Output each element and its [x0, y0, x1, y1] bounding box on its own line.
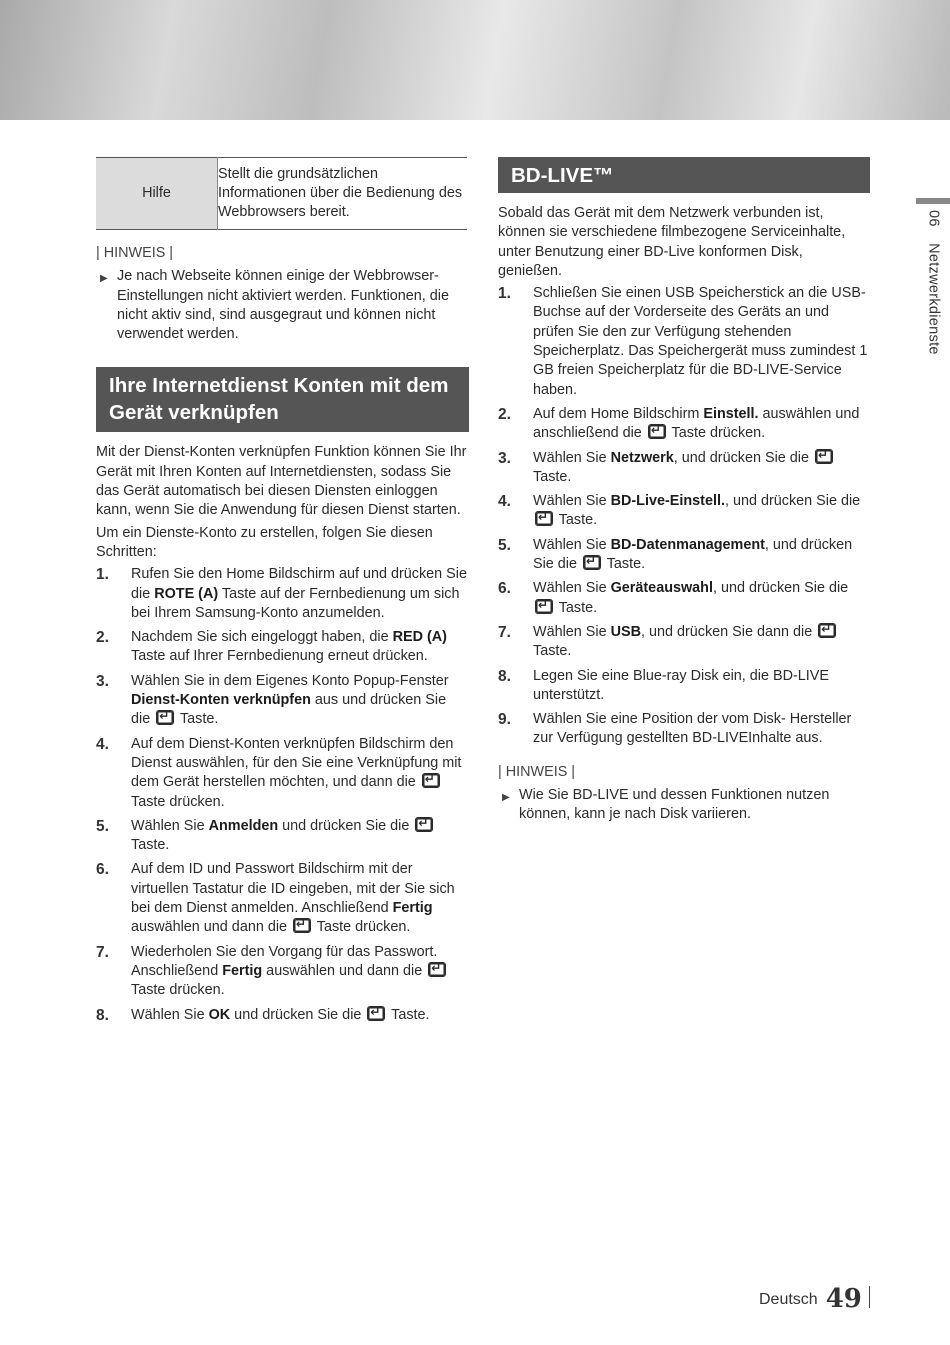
chapter-number: 06 [925, 210, 942, 227]
header-band [0, 0, 950, 120]
enter-key-icon [815, 449, 833, 464]
note-title: | HINWEIS | [96, 245, 174, 261]
note-title: | HINWEIS | [498, 763, 576, 780]
note-item: ▶ Je nach Webseite können einige der Webbrowser-Einstellungen nicht aktiviert werden. Funktionen, die nicht aktiv sind, sind ausgegraut und können nicht verwendet werden. [100, 268, 449, 343]
bd-live-heading: BD-LIVE™ [498, 157, 870, 193]
note-list [498, 786, 870, 825]
note-list [96, 267, 468, 344]
section-intro-2: Um ein Dienste-Konto zu erstellen, folgen Sie diesen Schritten: [96, 524, 433, 560]
step-item: 4. Auf dem Dienst-Konten verknüpfen Bildschirm den Dienst auswählen, für den Sie eine Verknüpfung mit dem Gerät herstellen möchten, und dann die ↵ Taste drücken. [96, 735, 468, 812]
step-item: 1. Schließen Sie einen USB Speicherstick an die USB-Buchse auf der Vorderseite des Geräts an und prüfen Sie den zur Verfügung stehenden Speicherplatz. Das Speichergerät muss zumindest 1 GB freien Speicherplatz für die BD-LIVE-Service haben. [498, 285, 868, 398]
enter-key-icon [583, 555, 601, 570]
enter-key-icon [428, 962, 446, 977]
step-item: 8. Wählen Sie OK und drücken Sie die ↵ Taste. [96, 1006, 468, 1025]
step-item: 1. Rufen Sie den Home Bildschirm auf und drücken Sie die ROTE (A) Taste auf der Fernbedienung um sich bei Ihrem Samsung-Konto anzumelden. [96, 566, 467, 621]
enter-key-icon [648, 424, 666, 439]
page-footer [759, 1278, 870, 1312]
enter-key-icon [293, 918, 311, 933]
chapter-tab-marker [916, 198, 950, 204]
step-item: 3. Wählen Sie in dem Eigenes Konto Popup-Fenster Dienst-Konten verknüpfen aus und drücken Sie die ↵ Taste. [96, 672, 468, 730]
bd-live-steps-list [498, 284, 870, 749]
note-item: ▶ Wie Sie BD-LIVE und dessen Funktionen nutzen können, kann je nach Disk variieren. [502, 787, 830, 823]
bd-live-intro: Sobald das Gerät mit dem Netzwerk verbunden ist, können sie verschiedene filmbezogene Serviceinhalte, unter Benutzung einer BD-Live konformen Disk, genießen. [498, 205, 846, 279]
step-item: 5. Wählen Sie Anmelden und drücken Sie die ↵ Taste. [96, 817, 468, 856]
left-column [96, 157, 468, 1030]
step-item: 8. Legen Sie eine Blue-ray Disk ein, die BD-LIVE unterstützt. [498, 667, 829, 703]
triangle-bullet-icon: ▶ [502, 792, 510, 804]
footer-divider [869, 1286, 870, 1308]
chapter-label: Netzwerkdienste [925, 243, 942, 355]
steps-list [96, 565, 468, 1025]
right-column [498, 157, 870, 825]
enter-key-icon [818, 623, 836, 638]
enter-key-icon [535, 511, 553, 526]
page-number: 49 [825, 1284, 862, 1314]
step-item: 7. Wiederholen Sie den Vorgang für das Passwort. Anschließend Fertig auswählen und dann die ↵ Taste drücken. [96, 943, 468, 1001]
triangle-bullet-icon: ▶ [100, 273, 108, 285]
step-item: 6. Wählen Sie Geräteauswahl, und drücken Sie die ↵ Taste. [498, 579, 870, 618]
enter-key-icon [535, 599, 553, 614]
step-item: 2. Nachdem Sie sich eingeloggt haben, die RED (A) Taste auf Ihrer Fernbedienung erneut drücken. [96, 629, 447, 665]
step-item: 5. Wählen Sie BD-Datenmanagement, und drücken Sie die ↵ Taste. [498, 536, 870, 575]
section-intro: Mit der Dienst-Konten verknüpfen Funktion können Sie Ihr Gerät mit Ihren Konten auf Internetdiensten, sodass Sie das Gerät automatisch bei diesen Diensten einloggen kann, wenn Sie die Anwendung für diesen Dienst starten. [96, 444, 467, 519]
chapter-tab [923, 210, 942, 355]
enter-key-icon [422, 773, 440, 788]
step-item: 3. Wählen Sie Netzwerk, und drücken Sie die ↵ Taste. [498, 449, 870, 488]
enter-key-icon [415, 817, 433, 832]
step-item: 6. Auf dem ID und Passwort Bildschirm mit der virtuellen Tastatur die ID eingeben, mit der Sie sich bei dem Dienst anmelden. Anschließend Fertig auswählen und dann die ↵ Taste drücken. [96, 860, 468, 937]
section-heading: Ihre Internetdienst Konten mit dem Gerät verknüpfen [96, 367, 469, 432]
help-table [96, 157, 467, 230]
step-item: 7. Wählen Sie USB, und drücken Sie dann die ↵ Taste. [498, 623, 870, 662]
step-item: 9. Wählen Sie eine Position der vom Disk- Hersteller zur Verfügung gestellten BD-LIVEInhalte aus. [498, 711, 852, 747]
help-table-key: Hilfe [96, 158, 218, 230]
step-item: 4. Wählen Sie BD-Live-Einstell., und drücken Sie die ↵ Taste. [498, 492, 870, 531]
step-item: 2. Auf dem Home Bildschirm Einstell. auswählen und anschließend die ↵ Taste drücken. [498, 405, 870, 444]
help-table-value: Stellt die grundsätzlichen Informationen über die Bedienung des Webbrowsers bereit. [218, 165, 463, 221]
enter-key-icon [367, 1006, 385, 1021]
enter-key-icon [156, 710, 174, 725]
footer-language: Deutsch [759, 1290, 818, 1308]
